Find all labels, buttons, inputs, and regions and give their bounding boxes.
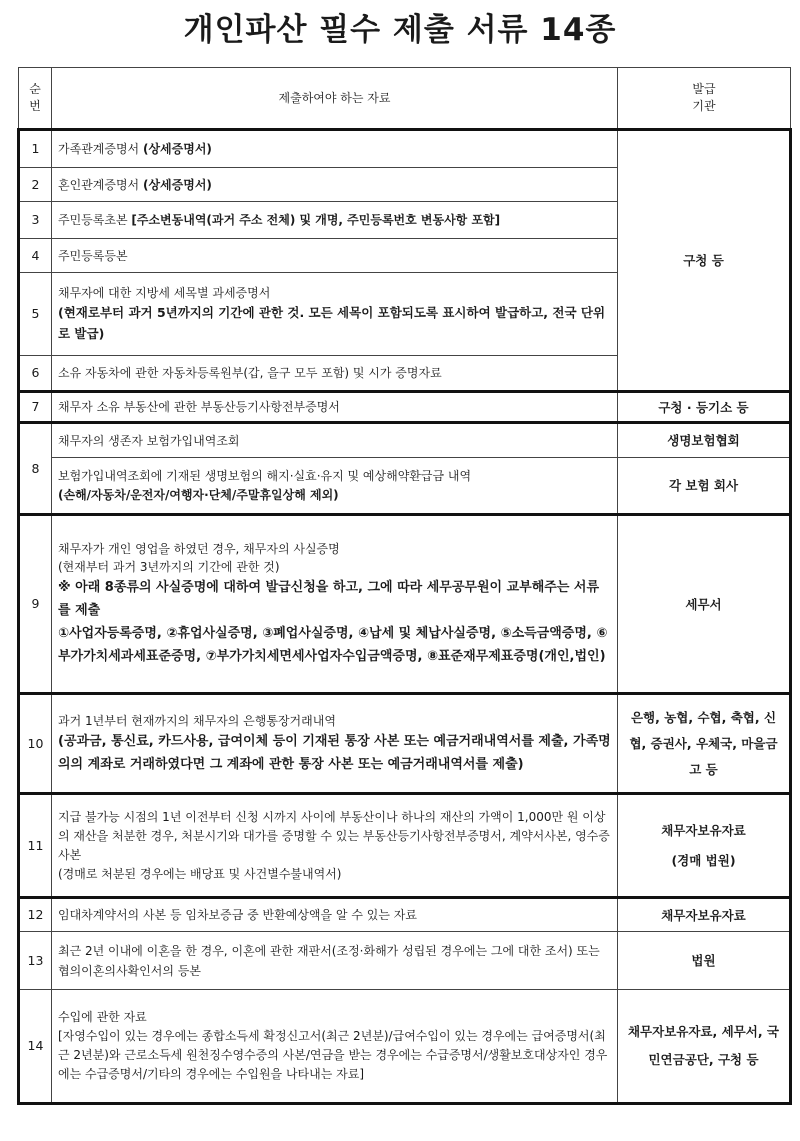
documents-table: [17, 67, 792, 1105]
document-note: (손해/자동차/운전자/여행자·단체/주말휴일상해 제외): [58, 487, 339, 502]
document-cell: [52, 794, 618, 898]
document-text: 가족관계증명서: [58, 142, 140, 156]
issuer-cell: [618, 794, 791, 898]
document-text: 수입에 관한 자료: [58, 1010, 147, 1024]
row-number: 1: [19, 130, 52, 168]
issuer-header: 발급 기관: [618, 68, 791, 130]
table-row: [19, 130, 791, 168]
table-row: [19, 932, 791, 990]
issuer-text: 채무자보유자료: [661, 822, 746, 838]
document-text: 보험가입내역조회에 기재된 생명보험의 해지·실효·유지 및 예상해약환급금 내역: [58, 468, 472, 483]
row-number: 9: [19, 515, 52, 694]
document-text: 주민등록초본: [58, 213, 128, 227]
document-cell: [52, 515, 618, 694]
document-text: 과거 1년부터 현재까지의 채무자의 은행통장거래내역: [58, 713, 336, 728]
issuer-cell: 채무자보유자료: [618, 898, 791, 932]
issuer-cell: 각 보험 회사: [618, 458, 791, 515]
document-text: 지급 불가능 시점의 1년 이전부터 신청 시까지 사이에 부동산이나 하나의 재산의 가액이 1,000만 원 이상의 재산을 처분한 경우, 처분시기와 대가를 증명할 수 있는 부동산등기사항전부증명서, 계약서사본, 영수증사본: [58, 809, 610, 862]
table-row: [19, 694, 791, 794]
document-note: [주소변동내역(과거 주소 전체) 및 개명, 주민등록번호 변동사항 포함]: [131, 213, 501, 227]
row-number: 5: [19, 273, 52, 356]
row-number: 11: [19, 794, 52, 898]
document-cell: 주민등록등본: [52, 239, 618, 273]
table-row: [19, 458, 791, 515]
document-cell: 임대차계약서의 사본 등 임차보증금 중 반환예상액을 알 수 있는 자료: [52, 898, 618, 932]
document-cell: [52, 694, 618, 794]
row-number: 3: [19, 202, 52, 239]
document-text: 채무자가 개인 영업을 하였던 경우, 채무자의 사실증명: [58, 542, 340, 556]
table-row: [19, 794, 791, 898]
document-text: 혼인관계증명서: [58, 177, 140, 192]
document-cell: [52, 130, 618, 168]
document-cell: 소유 자동차에 관한 자동차등록원부(갑, 을구 모두 포함) 및 시가 증명자료: [52, 356, 618, 392]
document-cell: [52, 202, 618, 239]
document-cell: [52, 168, 618, 202]
table-row: [19, 515, 791, 694]
document-text: 채무자에 대한 지방세 세목별 과세증명서: [58, 286, 271, 300]
number-header: 순 번: [19, 68, 52, 130]
document-cell: [52, 273, 618, 356]
header-row: [19, 68, 791, 130]
document-note: ①사업자등록증명, ②휴업사실증명, ③폐업사실증명, ④납세 및 체납사실증명, ⑤소득금액증명, ⑥부가가치세과세표준증명, ⑦부가가치세면세사업자수입금액증명, ⑧표준재무제표증명(개인,법인): [58, 626, 608, 664]
issuer-cell: 구청 등: [618, 130, 791, 392]
row-number: 14: [19, 990, 52, 1104]
row-number: 10: [19, 694, 52, 794]
row-number: 8: [19, 423, 52, 515]
row-number: 12: [19, 898, 52, 932]
document-note: (현재로부터 과거 5년까지의 기간에 관한 것. 모든 세목이 포함되도록 표시하여 발급하고, 전국 단위로 발급): [58, 305, 606, 341]
document-note: (경매로 처분된 경우에는 배당표 및 사건별수불내역서): [58, 866, 342, 881]
row-number: 13: [19, 932, 52, 990]
table-row: [19, 898, 791, 932]
document-cell: 채무자 소유 부동산에 관한 부동산등기사항전부증명서: [52, 392, 618, 423]
document-cell: [52, 990, 618, 1104]
issuer-cell: 세무서: [618, 515, 791, 694]
documents-header: 제출하여야 하는 자료: [52, 68, 618, 130]
row-number: 7: [19, 392, 52, 423]
table-row: [19, 392, 791, 423]
document-note: (상세증명서): [142, 177, 212, 192]
document-text: (현재부터 과거 3년까지의 기간에 관한 것): [58, 560, 280, 574]
issuer-cell: 법원: [618, 932, 791, 990]
document-cell: [52, 458, 618, 515]
document-cell: 최근 2년 이내에 이혼을 한 경우, 이혼에 관한 재판서(조정·화해가 성립된 경우에는 그에 대한 조서) 또는 협의이혼의사확인서의 등본: [52, 932, 618, 990]
document-text: [자영수입이 있는 경우에는 종합소득세 확정신고서(최근 2년분)/급여수입이 있는 경우에는 급여증명서(최근 2년분)와 근로소득세 원천징수영수증의 사본/연금을 받는 경우에는 수급증명서/생활보호대상자인 경우에는 수급증명서/기타의 경우에는 수입원을 나타내는 자료]: [58, 1029, 608, 1081]
row-number: 6: [19, 356, 52, 392]
row-number: 2: [19, 168, 52, 202]
document-note: (상세증명서): [142, 142, 212, 156]
issuer-cell: 생명보험협회: [618, 423, 791, 458]
document-cell: 채무자의 생존자 보험가입내역조회: [52, 423, 618, 458]
document-note: (공과금, 통신료, 카드사용, 급여이체 등이 기재된 통장 사본 또는 예금거래내역서를 제출, 가족명의의 계좌로 거래하였다면 그 계좌에 관한 통장 사본 또는 예금거래내역서를 제출): [58, 733, 611, 772]
issuer-cell: 채무자보유자료, 세무서, 국민연금공단, 구청 등: [618, 990, 791, 1104]
issuer-cell: 구청 · 등기소 등: [618, 392, 791, 423]
document-note: ※ 아래 8종류의 사실증명에 대하여 발급신청을 하고, 그에 따라 세무공무원이 교부해주는 서류를 제출: [58, 580, 600, 618]
table-row: [19, 990, 791, 1104]
row-number: 4: [19, 239, 52, 273]
table-row: [19, 423, 791, 458]
issuer-cell: 은행, 농협, 수협, 축협, 신협, 증권사, 우체국, 마을금고 등: [618, 694, 791, 794]
page-title: 개인파산 필수 제출 서류 14종: [183, 12, 617, 48]
issuer-text: (경매 법원): [671, 852, 736, 868]
